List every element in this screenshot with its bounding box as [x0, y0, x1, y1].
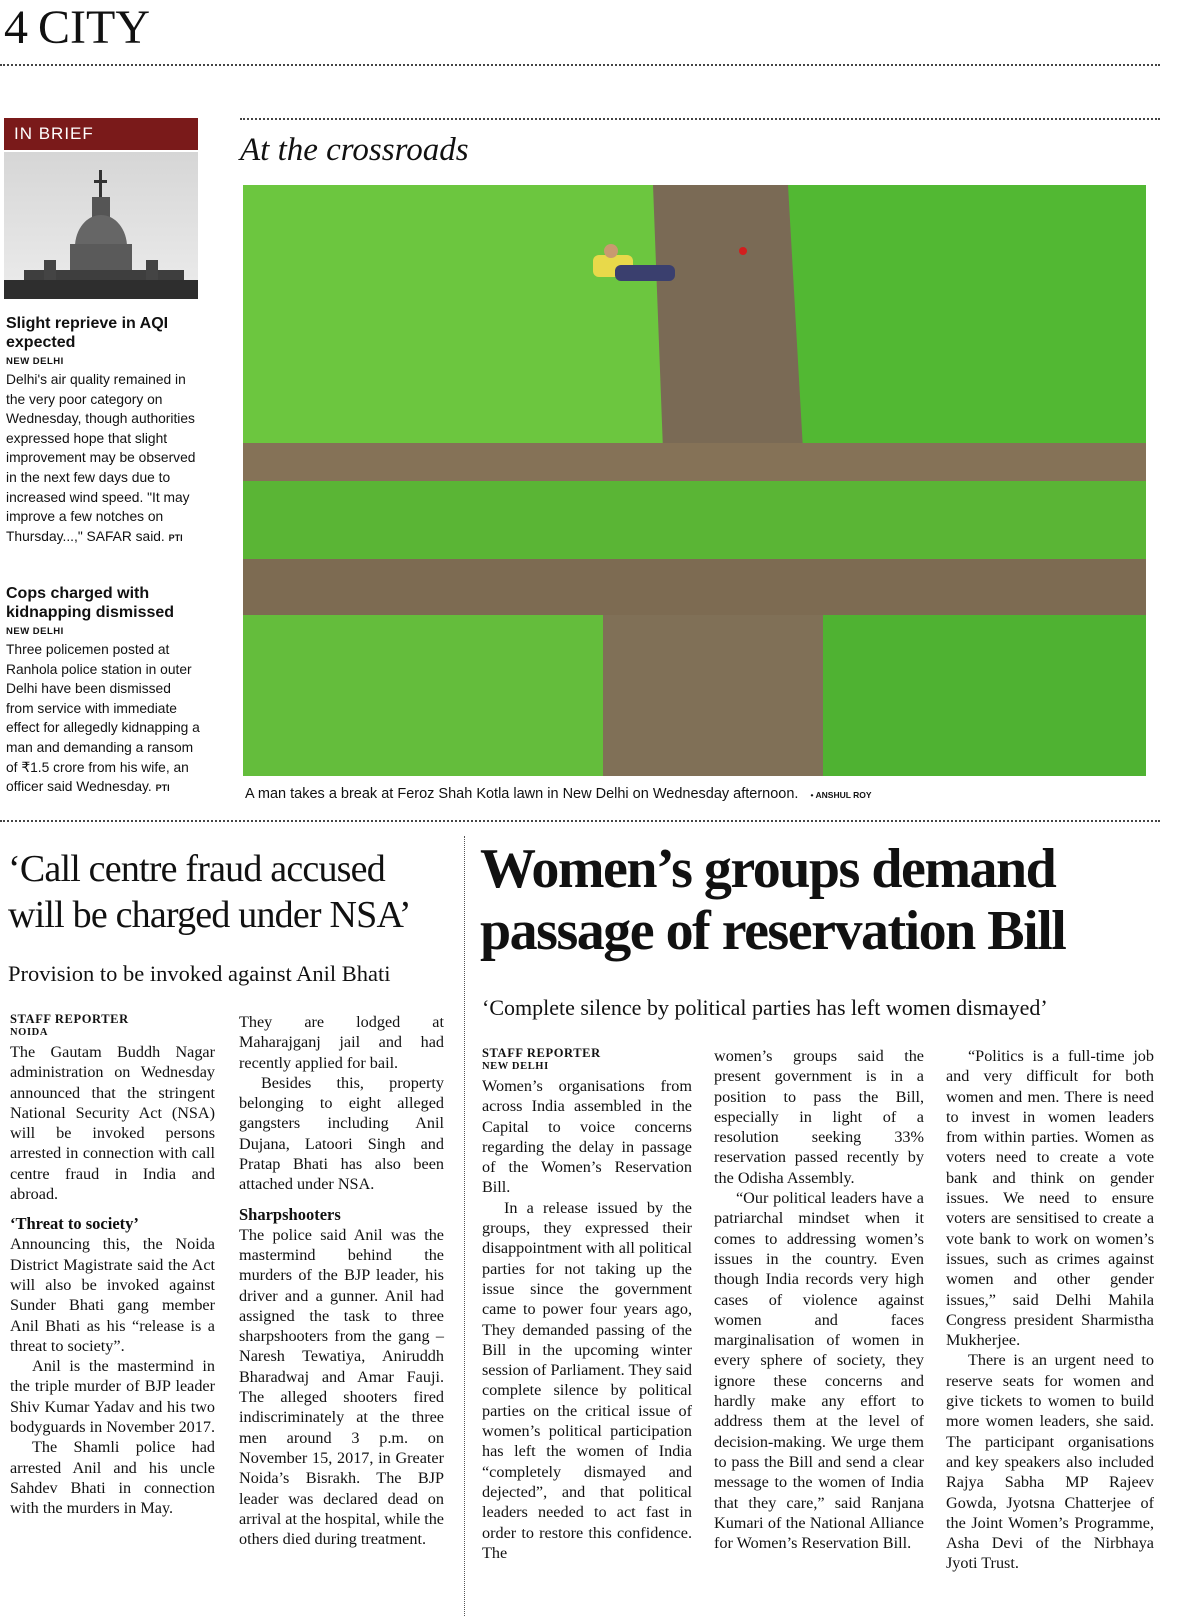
story1-col2 — [239, 1012, 444, 1549]
paragraph: There is an urgent need to reserve seats for women and give tickets to women to build more women leaders, she said. The participant organisations and key speakers also included Rajya Sabha MP Rajeev Gowda, Jyotsna Chatterjee of the Joint Women’s Programme, Asha Devi of the Nirbhaya Jyoti Trust. — [946, 1351, 1154, 1573]
paragraph: “Our political leaders have a patriarchal mindset when it comes to addressing women’s issues in the country. Even though India records very high cases of violence against women and faces marginalisation of women in every sphere of society, they ignore these concerns and hardly make any effort to address them at the level of decision-making. We urge them to pass the Bill and send a clear message to the women of India that they care,” said Ranjana Kumari of the National Alliance for Women’s Reservation Bill. — [714, 1189, 924, 1553]
section-rule — [0, 820, 1160, 822]
photo-title: At the crossroads — [240, 132, 469, 168]
story1-col2-body — [239, 1012, 444, 1549]
main-photo — [243, 185, 1146, 776]
crosshead: Sharpshooters — [239, 1204, 341, 1224]
story1-headline: ‘Call centre fraud accused will be charged under NSA’ — [8, 848, 411, 936]
paragraph: Anil is the mastermind in the triple murder of BJP leader Shiv Kumar Yadav and his two bodyguards in November 2017. — [10, 1357, 216, 1437]
page-number: 4 — [4, 1, 28, 54]
brief-photo — [4, 152, 198, 299]
brief-body: Delhi's air quality remained in the very poor category on Wednesday, though authorities expressed hope that slight improvement may be observed in the next few days due to increased wind speed. "It may improve a few notches on Thursday...," SAFAR said. PTI — [6, 372, 196, 544]
story2-col2-body — [714, 1046, 924, 1553]
story2-col3-body — [946, 1046, 1154, 1574]
brief-body: Three policemen posted at Ranhola police station in outer Delhi have been dismissed from service with immediate effect for allegedly kidnapping a man and demanding a ransom of ₹1.5 crore from his wife, an officer said Wednesday. PTI — [6, 642, 200, 795]
brief-dateline: NEW DELHI — [6, 626, 64, 637]
paragraph: In a release issued by the groups, they expressed their disappointment with all political parties for not taking up the issue since the government came to power four years ago, They demanded passing of the Bill in the upcoming winter session of Parliament. They said complete silence by political parties on the critical issue of women’s political participation has left the women of India “completely dismayed and dejected”, and that political leaders needed to act fast in order to restore this confidence. The — [482, 1198, 692, 1562]
rashtrapati-bhavan-dome-photo — [4, 152, 198, 299]
page-number-section — [4, 0, 150, 56]
story2-col2 — [714, 1046, 924, 1553]
photo-rule — [240, 118, 1160, 120]
brief-headline: Cops charged with kidnapping dismissed — [6, 585, 175, 621]
story2-col1-body — [482, 1076, 692, 1563]
column-divider — [464, 836, 465, 1616]
paragraph: They are lodged at Maharajganj jail and had recently applied for bail. — [239, 1013, 444, 1072]
brief-item — [6, 314, 200, 548]
brief-credit: PTI — [155, 783, 170, 794]
story1-col1 — [10, 1012, 215, 1519]
brief-dateline: NEW DELHI — [6, 356, 64, 367]
paragraph: “Politics is a full-time job and very difficult for both women and men. There is need to invest in women leaders from within parties. Women as voters need to create a vote bank and think on gender issues. We need to ensure voters are sensitised to create a vote bank to work on women’s issues, such as crimes against women and other gender issues,” said Delhi Mahila Congress president Sharmistha Mukherjee. — [946, 1047, 1154, 1350]
paragraph: Announcing this, the Noida District Magistrate said the Act will also be invoked against Sunder Bhati gang member Anil Bhati as his “release is a threat to society”. — [10, 1235, 215, 1355]
dateline: NOIDA — [10, 1027, 49, 1038]
paragraph: The Gautam Buddh Nagar administration on Wednesday announced that the stringent National Security Act (NSA) will be invoked persons arrested in connection with call centre fraud in India and abroad. — [10, 1043, 215, 1204]
paragraph: Women’s organisations from across India assembled in the Capital to voice concerns regarding the delay in passage of the Women’s Reservation Bill. — [482, 1077, 692, 1197]
story1-col1-body — [10, 1042, 215, 1519]
paragraph: women’s groups said the present government is in a position to pass the Bill, especially in light of a resolution seeking 33% reservation passed recently by the Odisha Assembly. — [714, 1047, 924, 1187]
brief-label: IN BRIEF — [4, 118, 198, 150]
story2-headline: Women’s groups demand passage of reservation Bill — [480, 838, 1066, 962]
photo-credit: • ANSHUL ROY — [810, 790, 872, 800]
section-name: CITY — [38, 1, 150, 54]
byline: STAFF REPORTER — [482, 1046, 601, 1060]
paragraph: The police said Anil was the mastermind behind the murders of the BJP leader, his driver and a gunner. Anil had assigned the task to three sharpshooters from the gang – Naresh Tewatiya, Aniruddh Bharadwaj and Amar Fauji. The alleged shooters fired indiscriminately at the three men around 3 p.m. on November 15, 2017, in Greater Noida’s Bisrakh. The BJP leader was declared dead on arrival at the hospital, while the others died during treatment. — [239, 1225, 444, 1549]
crosshead: ‘Threat to society’ — [10, 1214, 139, 1234]
byline: STAFF REPORTER — [10, 1012, 129, 1026]
story1-subhead: Provision to be invoked against Anil Bhati — [8, 961, 391, 986]
story2-subhead: ‘Complete silence by political parties has left women dismayed’ — [482, 995, 1048, 1020]
paragraph: The Shamli police had arrested Anil and his uncle Sahdev Bhati in connection with the murders in May. — [10, 1438, 215, 1518]
masthead-rule — [0, 64, 1160, 66]
story2-col1 — [482, 1046, 692, 1563]
brief-credit: PTI — [168, 532, 183, 543]
photo-caption: A man takes a break at Feroz Shah Kotla lawn in New Delhi on Wednesday afternoon. • ANSHUL ROY — [245, 786, 872, 802]
story2-col3 — [946, 1046, 1154, 1574]
paragraph: Besides this, property belonging to eight alleged gangsters including Anil Dujana, Latoori Singh and Pratap Bhati has also been attached under NSA. — [239, 1073, 444, 1194]
lawn-pathway-photo — [243, 185, 1146, 776]
dateline: NEW DELHI — [482, 1061, 549, 1072]
brief-item — [6, 584, 200, 799]
brief-headline: Slight reprieve in AQI expected — [6, 315, 169, 351]
